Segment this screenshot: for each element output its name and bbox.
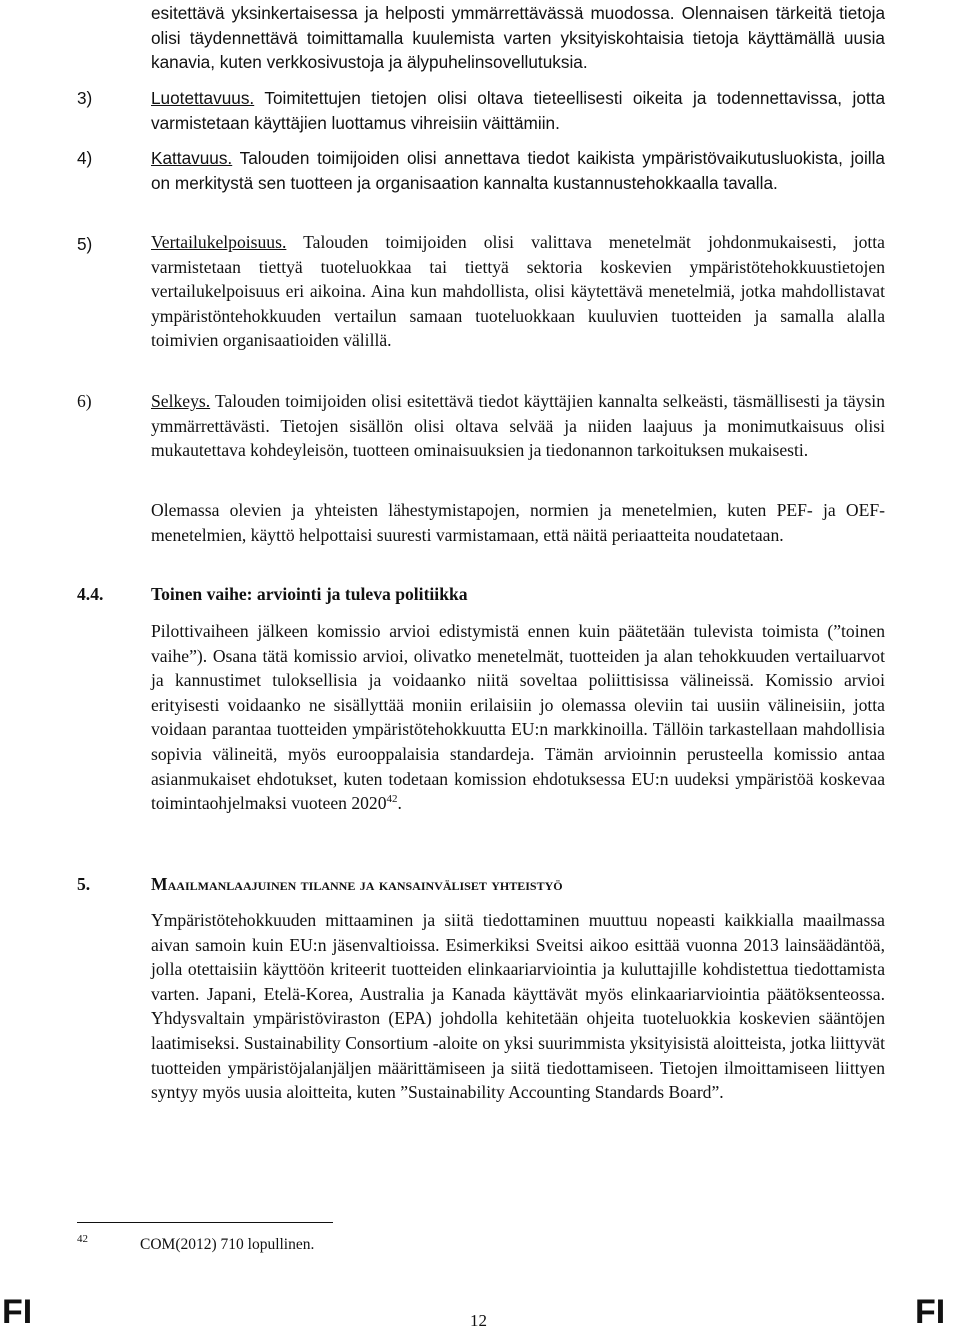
closing-paragraph: Olemassa olevien ja yhteisten lähestymistapojen, normien ja menetelmien, kuten PEF- ja OEF-menetelmien, käyttö helpottaisi suuresti varmistamaan, että näitä periaatteita noudatetaan. [151, 500, 885, 545]
section-number: 4.4. [77, 584, 104, 604]
list-text: Talouden toimijoiden olisi valittava menetelmät johdonmukaisesti, jotta varmistetaan tiettyä tuoteluokkaa tai tiettyä sektoria koskevien ympäristötehokkuustietojen vertailukelpoisuus eri aikoina. Aina kun mahdollista, olisi käytettävä menetelmiä, jotka mahdollistavat ympäristöntehokkuuden vertailun samaan tuoteluokkaan kuuluvien tuotteiden ja samalla alalla toimivien organisaatioiden välillä. [151, 232, 885, 351]
list-term: Kattavuus. [151, 148, 233, 168]
list-item-clarity [151, 389, 885, 463]
section-5-paragraph: Ympäristötehokkuuden mittaaminen ja siitä tiedottaminen muuttuu nopeasti kaikkialla maailmassa aivan samoin kuin EU:n jäsenvaltioissa. Esimerkiksi Sveitsi aikoo esittää vuonna 2013 lainsäädäntöä, jolla otettaisiin käyttöön kriteerit tuotteiden elinkaariarviointia ja kuluttajille kohdistettua tiedottamista varten. Japani, Etelä-Korea, Australia ja Kanada käyttävät myös elinkaariarviointia päätöksenteossa. Yhdysvaltain ympäristöviraston (EPA) johdolla kehitetään ohjeita tuoteluokkia koskevien sääntöjen laatimiseksi. Sustainability Consortium -aloite on yksi suurimmista yksityisistä aloitteista, jotka liittyvät tuotteiden ympäristöjalanjäljen määrittämiseen ja siitä tiedottamiseen. Tietojen ilmoittamiseen liittyen syntyy myös uusia aloitteita, kuten ”Sustainability Accounting Standards Board”. [151, 910, 885, 1103]
list-number: 3) [77, 88, 93, 108]
footnote-ref: 42 [386, 793, 398, 806]
list-item-reliability [151, 86, 885, 135]
footnote-number: 42 [77, 1233, 88, 1245]
intro-paragraph: esitettävä yksinkertaisessa ja helposti ymmärrettävässä muodossa. Olennaisen tärkeitä tietoja olisi täydennettävä toimittamalla kuulemista varten yksityiskohtaisia tietoja käyttämällä uusia kanavia, kuten verkkosivustoja ja älypuhelinsovellutuksia. [151, 3, 885, 73]
section-number: 5. [77, 874, 91, 894]
list-term: Luotettavuus. [151, 88, 255, 108]
language-code-right: FI [915, 1293, 946, 1331]
list-item-completeness [151, 146, 885, 195]
list-text: Talouden toimijoiden olisi annettava tiedot kaikista ympäristövaikutusluokista, joilla on merkitystä sen tuotteen ja organisaation kannalta kustannustehokkaalla tavalla. [151, 148, 885, 193]
page-number: 12 [470, 1311, 487, 1330]
list-text: Talouden toimijoiden olisi esitettävä tiedot käyttäjien kannalta selkeästi, täsmällisesti ja täysin ymmärrettävästi. Tietojen sisällön olisi oltava selvää ja niiden laajuus ja monimutkaisuus olisi mukautettava kohdeyleisön, tuotteen ominaisuuksien ja tiedonannon tarkoituksen mukaisesti. [151, 391, 885, 461]
section-text: Pilottivaiheen jälkeen komissio arvioi edistymistä ennen kuin päätetään tulevista toimista (”toinen vaihe”). Osana tätä komissio arvioi, olivatko menetelmät, tuotteiden ja alan tehokkuuden vertailuarvot ja kannustimet tuloksellisia ja voidaanko niitä soveltaa poliittisissa välineissä. Komissio arvioi erityisesti voidaanko ne sisällyttää moniin erilaisiin jo olemassa oleviin tai uusiin välineisiin, jotta voidaan parantaa tuotteiden ympäristötehokkuutta EU:n markkinoilla. Tällöin tarkastellaan mahdollisia sopivia välineitä, myös eurooppalaisia standardeja. Tämän arvioinnin perusteella komissio antaa asianmukaiset ehdotukset, kuten todetaan komission ehdotuksessa EU:n uudeksi ympäristöä koskevaa toimintaohjelmaksi vuoteen 2020 [151, 621, 885, 814]
list-term: Vertailukelpoisuus. [151, 232, 287, 252]
footnote-text: COM(2012) 710 lopullinen. [140, 1236, 315, 1253]
list-number: 6) [77, 391, 92, 411]
language-code-left: FI [2, 1293, 33, 1331]
list-number: 4) [77, 148, 93, 168]
section-heading: Toinen vaihe: arviointi ja tuleva politiikka [151, 584, 468, 604]
list-number: 5) [77, 234, 93, 254]
section-heading: Maailmanlaajuinen tilanne ja kansainväliset yhteistyö [151, 874, 563, 894]
section-44-paragraph [151, 619, 885, 816]
list-text: Toimitettujen tietojen olisi oltava tieteellisesti oikeita ja todennettavissa, jotta varmistetaan käyttäjien luottamus vihreisiin väittämiin. [151, 88, 885, 133]
list-item-comparability [151, 230, 885, 353]
list-term: Selkeys. [151, 391, 211, 411]
footnote-divider [77, 1222, 333, 1223]
sentence-end: . [397, 793, 402, 814]
